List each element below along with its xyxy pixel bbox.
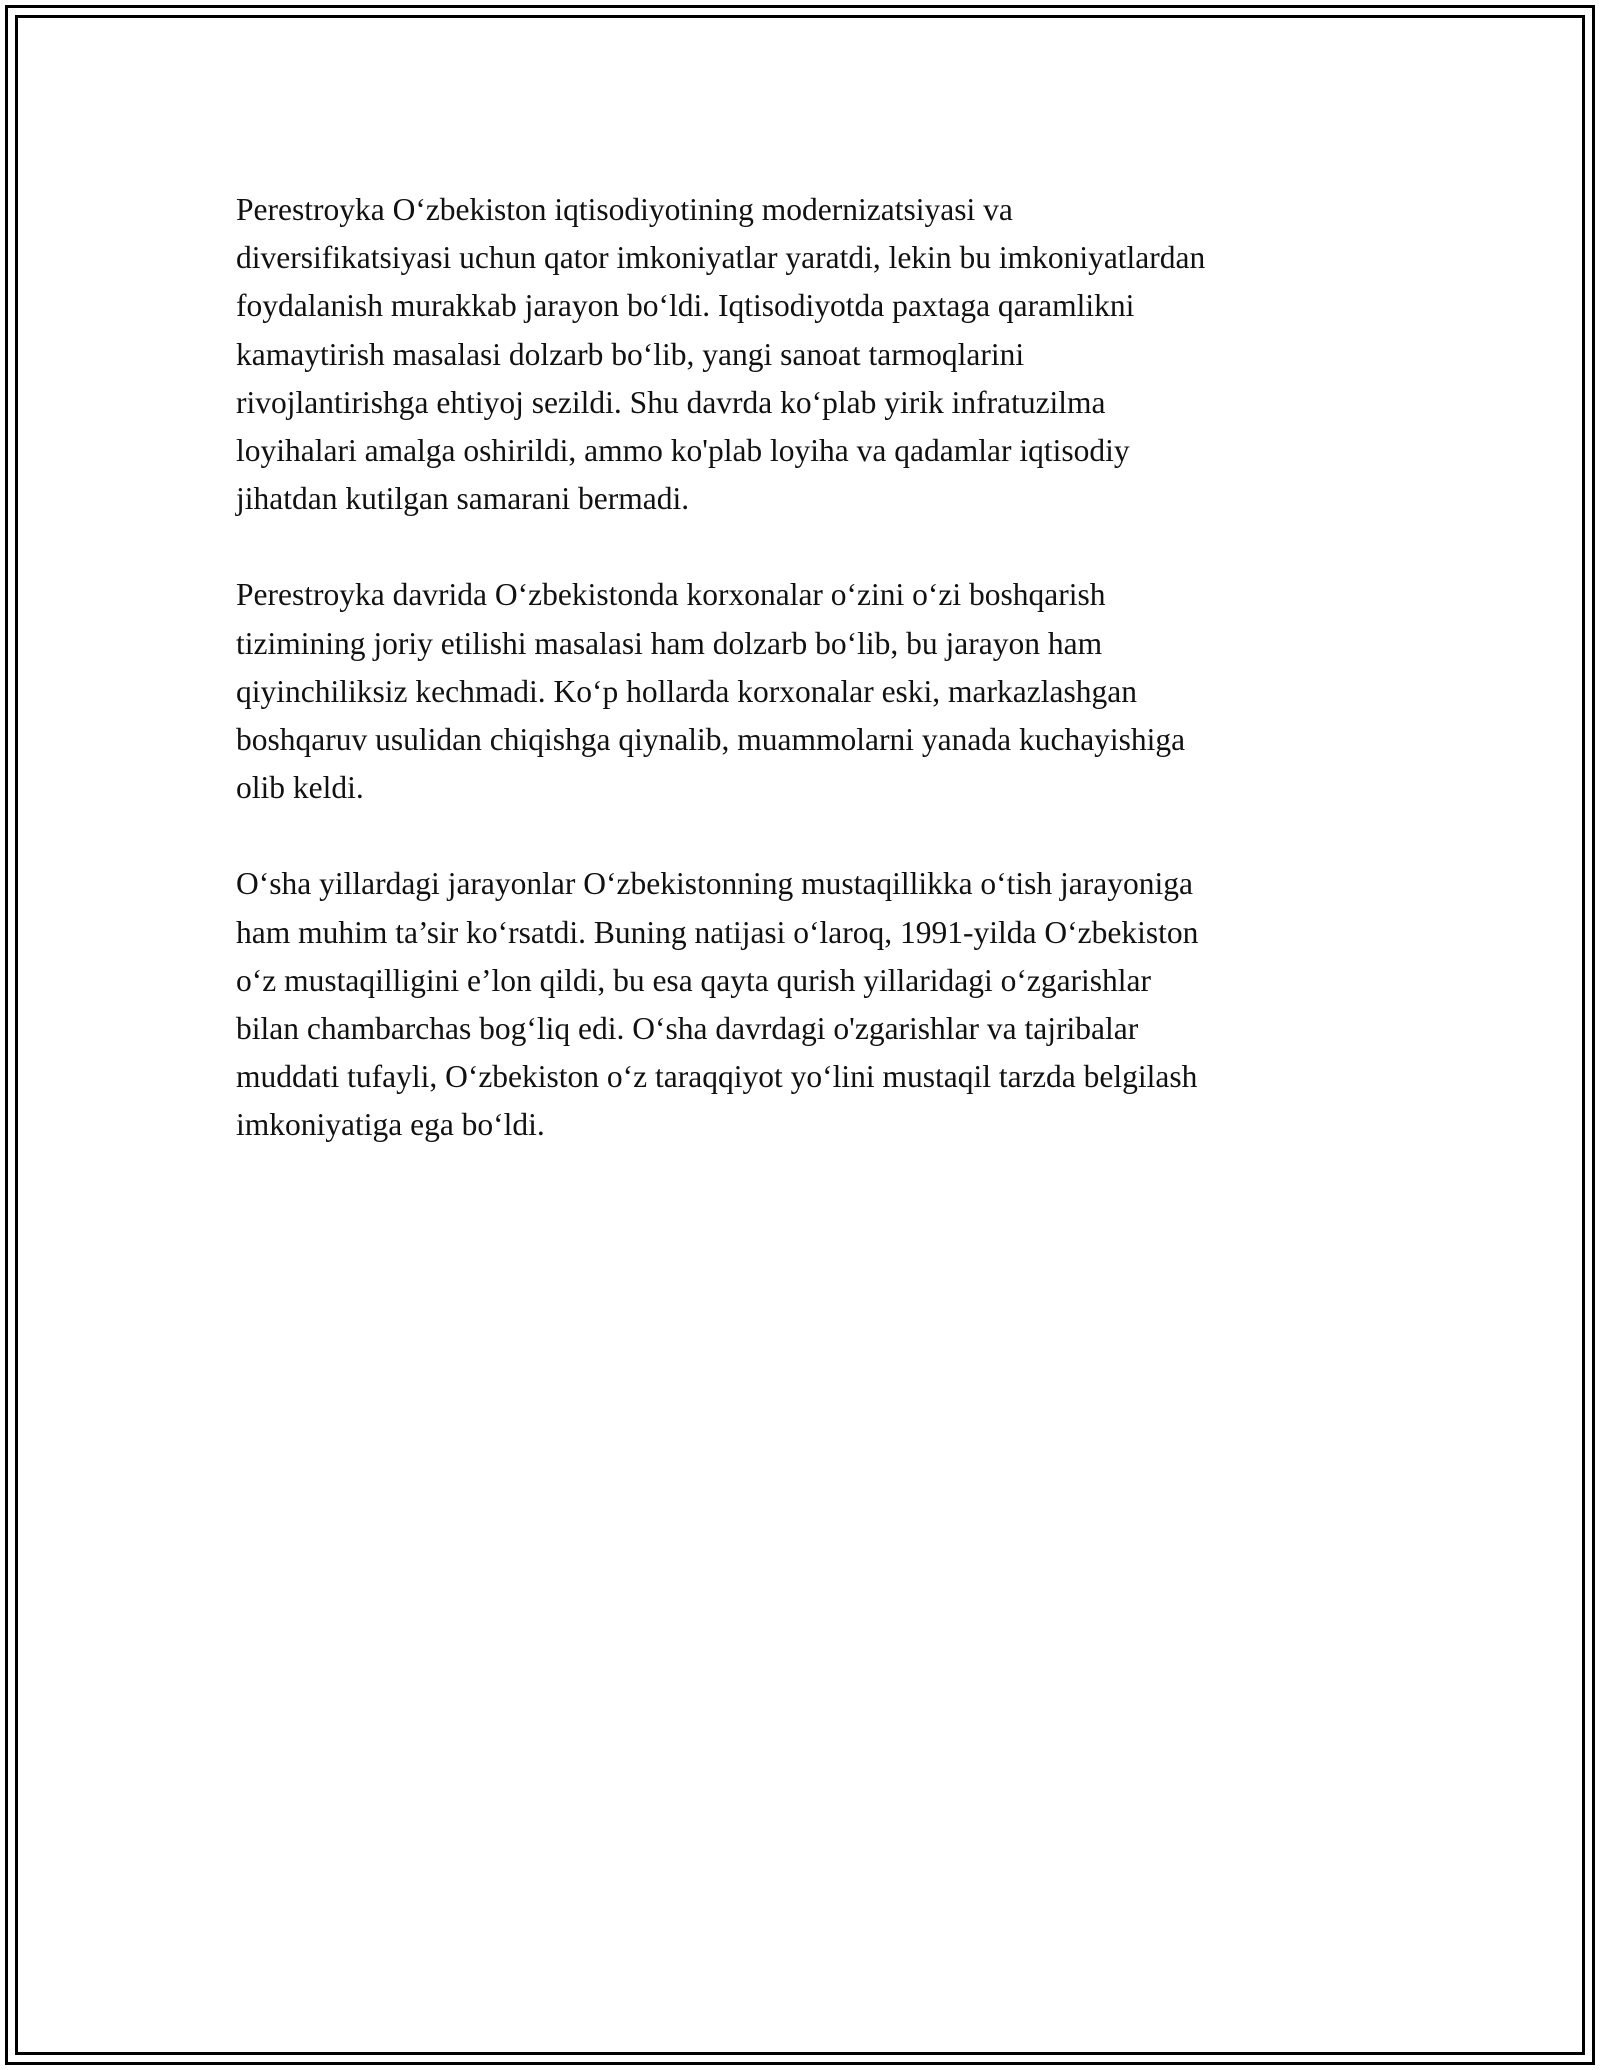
text-line: jihatdan kutilgan samarani bermadi. bbox=[236, 481, 690, 517]
paragraph-1 bbox=[236, 186, 1376, 523]
text-line: loyihalari amalga oshirildi, ammo ko'plab loyiha va qadamlar iqtisodiy bbox=[236, 433, 1130, 469]
text-line: O‘sha yillardagi jarayonlar O‘zbekistonning mustaqillikka o‘tish jarayoniga bbox=[236, 866, 1193, 902]
text-line: Perestroyka O‘zbekiston iqtisodiyotining modernizatsiyasi va bbox=[236, 192, 1013, 227]
text-line: bilan chambarchas bog‘liq edi. O‘sha davrdagi o'zgarishlar va tajribalar bbox=[236, 1011, 1139, 1047]
text-line: Perestroyka davrida O‘zbekistonda korxonalar o‘zini o‘zi boshqarish bbox=[236, 577, 1106, 613]
text-line: kamaytirish masalasi dolzarb bo‘lib, yangi sanoat tarmoqlarini bbox=[236, 336, 1025, 372]
text-line: boshqaruv usulidan chiqishga qiynalib, muammolarni yanada kuchayishiga bbox=[236, 722, 1186, 758]
text-line: tizimining joriy etilishi masalasi ham dolzarb bo‘lib, bu jarayon ham bbox=[236, 625, 1103, 661]
document-body bbox=[236, 186, 1376, 1198]
text-line: qiyinchiliksiz kechmadi. Ko‘p hollarda korxonalar eski, markazlashgan bbox=[236, 673, 1137, 709]
text-line: o‘z mustaqilligini e’lon qildi, bu esa qayta qurish yillaridagi o‘zgarishlar bbox=[236, 962, 1152, 998]
text-line: rivojlantirishga ehtiyoj sezildi. Shu davrda ko‘plab yirik infratuzilma bbox=[236, 384, 1106, 420]
text-line: muddati tufayli, O‘zbekiston o‘z taraqqiyot yo‘lini mustaqil tarzda belgilash bbox=[236, 1059, 1198, 1095]
text-line: foydalanish murakkab jarayon bo‘ldi. Iqtisodiyotda paxtaga qaramlikni bbox=[236, 288, 1135, 324]
text-line: olib keldi. bbox=[236, 770, 364, 806]
text-line: imkoniyatiga ega bo‘ldi. bbox=[236, 1107, 545, 1143]
text-line: diversifikatsiyasi uchun qator imkoniyatlar yaratdi, lekin bu imkoniyatlardan bbox=[236, 240, 1206, 276]
text-line: ham muhim ta’sir ko‘rsatdi. Buning natijasi o‘laroq, 1991-yilda O‘zbekiston bbox=[236, 914, 1199, 950]
paragraph-2 bbox=[236, 571, 1376, 812]
paragraph-3 bbox=[236, 860, 1376, 1149]
